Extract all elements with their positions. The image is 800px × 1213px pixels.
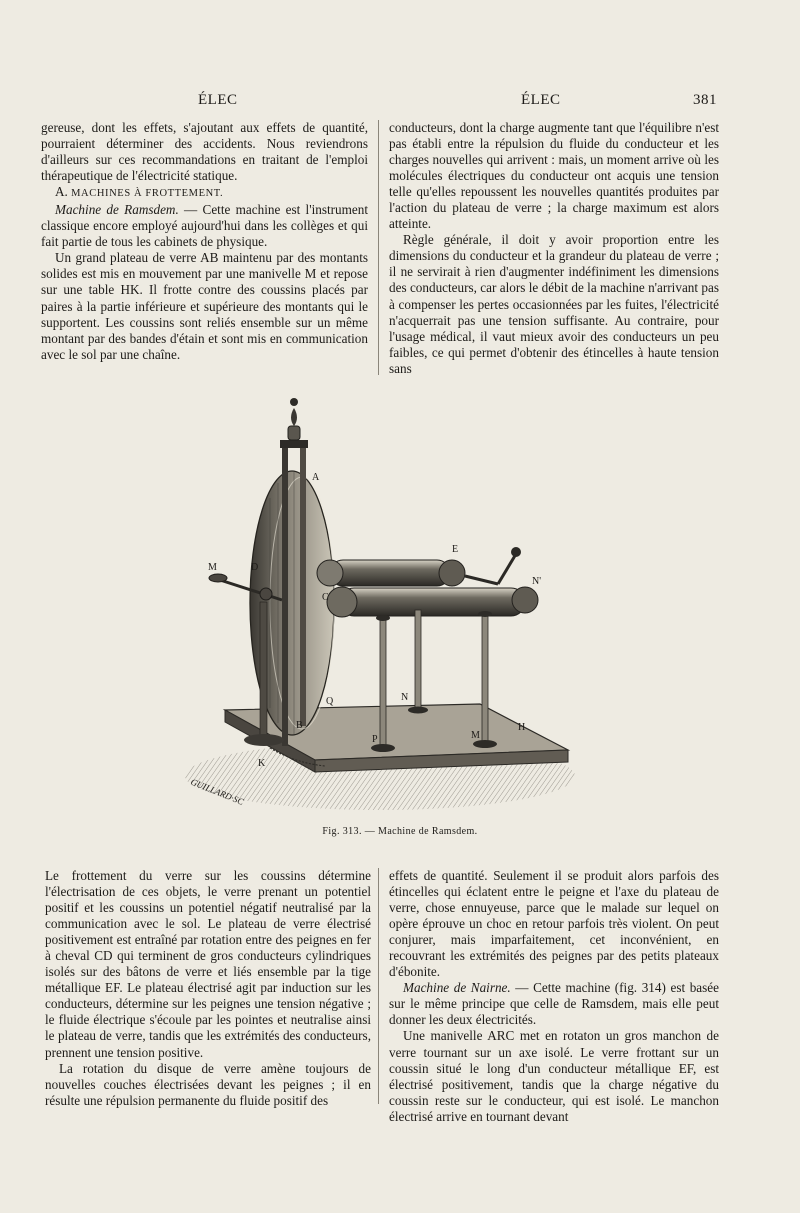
section-heading [41,184,368,202]
label-d: D [251,562,259,573]
section-title: MACHINES À FROTTEMENT. [71,188,224,200]
conductor-lower [340,588,525,616]
label-m-base: M [471,730,480,741]
engraver-signature: GUILLARD·SC [189,776,246,807]
paragraph: Une manivelle ARC met en rotaton un gros manchon de verre tournant sur un axe isolé. Le verre frottant sur un coussin situé le long d'un conducteur métallique EF, est électrisé positivement, tandis que la charge négative du coussin reste sur le conducteur, qui est isolé. Le manchon électrisé arrive en tournant devant [389,1028,719,1124]
glass-leg [415,610,421,710]
upright-left [282,446,288,746]
figure-caption: Fig. 313. — Machine de Ramsdem. [322,826,478,837]
column-left-top [41,120,368,363]
rod-ef [465,576,498,584]
paragraph-text: — Cette machine est l'instrument classique encore employé aujourd'hui dans les collèges et qui fait partie de tous les cabinets de physique. [41,202,368,250]
section-letter: A. [55,184,68,200]
paragraph-text: — Cette machine (fig. 314) est basée sur le même principe que celle de Ramsdem, mais elle peut donner les deux électricités. [389,980,719,1028]
label-m: M [208,562,217,573]
paragraph: Règle générale, il doit y avoir proportion entre les dimensions du conducteur et la grandeur du plateau de verre ; il ne servirait à rien d'augmenter indéfiniment les dimensions des conducteurs, car alors le débit de la machine n'arrivant pas à compenser les pertes occasionnées par les fuites, l'électricité n'acquerrait pas une tension suffisante. Au contraire, pour l'usage médical, il vaut mieux avoir des conducteurs un peu faibles, ce qui permet d'obtenir des étincelles à haute tension sans [389,232,719,376]
label-e: E [452,544,459,555]
paragraph: La rotation du disque de verre amène toujours de nouvelles couches électrisées devant les peignes ; il en résulte une répulsion permanente du fluide positif des [45,1060,371,1108]
finial [291,408,297,426]
column-rule [378,868,379,1104]
paragraph: conducteurs, dont la charge augmente tant que l'équilibre n'est pas établi entre la répulsion du fluide du conducteur et les charges nouvelles qui arrivent : mais, un moment arrive où les molécules électriques du conducteur ont acquis une tension telle qu'elles repoussent les nouvelles quantités produites par l'action du plateau de verre ; la charge maximum est alors atteinte. [389,120,719,232]
paragraph [389,980,719,1028]
paragraph [41,202,368,250]
column-rule [378,120,379,375]
paragraph-title: Machine de Ramsdem. [55,202,179,218]
upright-right [300,446,306,726]
column-left-bottom [45,868,371,1109]
column-right-top [389,120,719,377]
ramsden-machine-engraving [180,388,590,828]
label-q: Q [326,696,334,707]
paragraph: gereuse, dont les effets, s'ajoutant aux effets de quantité, pourraient déterminer des accidents. Nous reviendrons d'ailleurs sur ces recommandations en traitant de l'emploi thérapeutique de l'électricité statique. [41,120,368,184]
page-number: 381 [693,92,717,108]
column-right-bottom [389,868,719,1125]
paragraph: Un grand plateau de verre AB maintenu par des montants solides est mis en mouvement par une manivelle M et repose sur une table HK. Il frotte contre des coussins placés par paires à la partie inférieure et supérieure des montants qui le supportent. Les coussins sont reliés ensemble sur un même montant par des bandes d'étain et sont mis en communication avec le sol par une chaîne. [41,250,368,362]
paragraph: effets de quantité. Seulement il se produit alors parfois des étincelles qui éclatent entre le peigne et l'axe du plateau de verre, chose ennuyeuse, parce que le malade sur lequel on opère éprouve un choc en retour parfois très violent. On peut conjurer, mais imparfaitement, cet inconvénient, en recouvrant les extrémités des peignes par des petits plateaux d'ébonite. [389,868,719,980]
paragraph: Le frottement du verre sur les coussins détermine l'électrisation de ces objets, le verre prenant un potentiel positif et les coussins un potentiel négatif neutralisé par la communication avec le sol. Le plateau de verre électrisé positivement est entraîné par rotation entre des peignes en fer à cheval CD qui terminent de gros conducteurs cylindriques isolés sur des bâtons de verre et liés ensemble par la tige métallique EF. Le plateau électrisé agit par induction sur les conducteurs, détermine sur les peignes une tension négative ; le fluide électrique s'écoule par les pointes et neutralise ainsi le plateau de verre, tandis que les extrémités des conducteurs, prennent une tension positive. [45,868,371,1060]
running-head-right: ÉLEC [521,92,561,108]
label-c: C [322,592,329,603]
label-h: H [518,722,526,733]
running-head-left: ÉLEC [198,92,238,108]
label-n-prime: N' [532,576,542,587]
label-n: N [401,692,409,703]
label-b: B [296,720,303,731]
glass-leg [380,618,386,748]
label-k: K [258,758,266,769]
conductor-upper [330,560,450,586]
label-p: P [372,734,378,745]
paragraph-title: Machine de Nairne. [403,980,511,996]
glass-leg [482,614,488,744]
side-post [260,602,267,738]
label-a: A [312,472,320,483]
